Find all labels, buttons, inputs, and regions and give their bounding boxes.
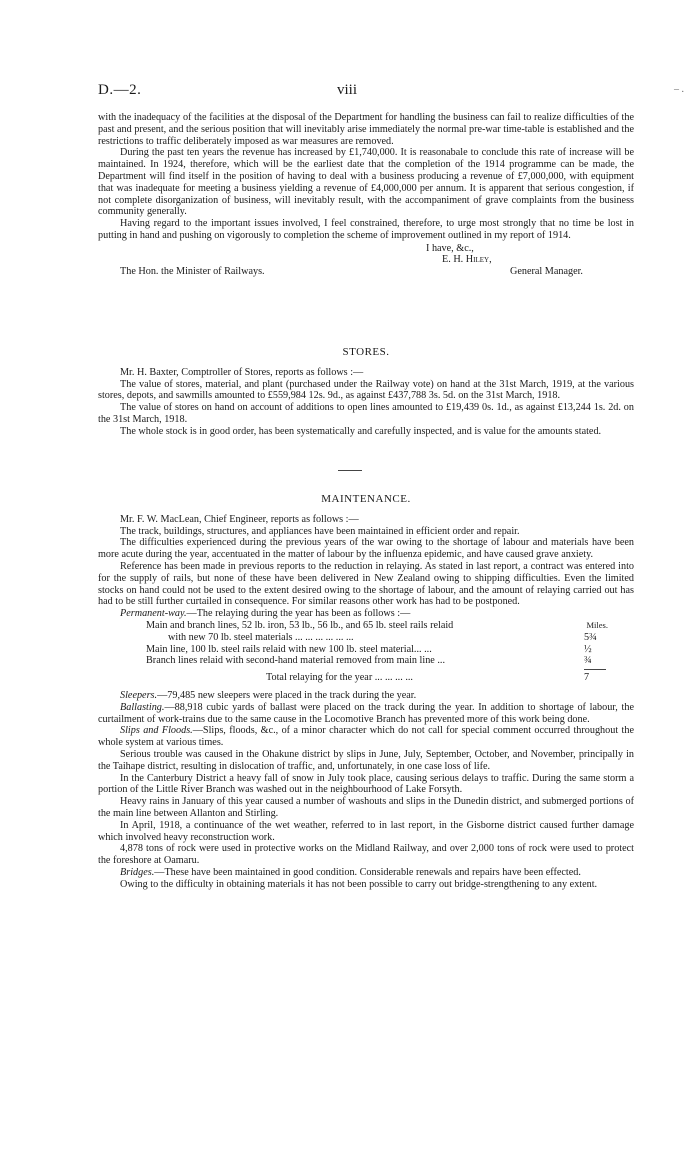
paragraph: In April, 1918, a continuance of the wet weather, referred to in last report, in the Gisborne district caused further damage which involved heavy reconstruction work. — [98, 819, 634, 843]
run-in-label: Ballasting. — [120, 701, 165, 713]
table-row-value: ½ — [584, 643, 592, 655]
table-row-value: ¾ — [584, 655, 592, 667]
table-row-label: Main line, 100 lb. steel rails relaid with new 100 lb. steel material... ... — [146, 643, 432, 655]
table-row — [146, 632, 608, 644]
maintenance-section — [98, 494, 634, 891]
paragraph-text: —Slips, floods, &c., of a minor character which do not call for special comment occurred throughout the whole system at various times. — [98, 725, 634, 749]
paragraph: Mr. H. Baxter, Comptroller of Stores, reports as follows :— — [120, 366, 364, 378]
table-total-value: 7 — [584, 672, 590, 684]
table-row-label: Main and branch lines, 52 lb. iron, 53 lb., 56 lb., and 65 lb. steel rails relaid — [146, 619, 454, 631]
table-total-row — [146, 672, 608, 684]
paragraph-text: —88,918 cubic yards of ballast were placed on the track during the year. In addition to shortage of labour, the curtailment of work-trains due to the same cause in the Locomotive Branch has prevented more of this work being done. — [98, 701, 634, 725]
run-in-label: Sleepers. — [120, 689, 158, 701]
paragraph-text: —The relaying during the year has been as follows :— — [186, 608, 411, 620]
paragraph: Heavy rains in January of this year caused a number of washouts and slips in the Dunedin district, and submerged portions of the main line between Allanton and Stirling. — [98, 796, 634, 819]
run-in-label: Slips and Floods. — [120, 725, 193, 737]
table-row — [146, 620, 608, 632]
section-heading: MAINTENANCE. — [321, 493, 411, 505]
paragraph: The difficulties experienced during the previous years of the war owing to the shortage of labour and materials have been more acute during the year, accentuated in the matter of labour by the influenza epidemic, and have caused grave anxiety. — [98, 537, 634, 561]
divider-rule — [338, 470, 362, 471]
paragraph: Serious trouble was caused in the Ohakune district by slips in June, July, September, October, and November, principally in the Taihape district, resulting in dislocation of traffic, and, unfortunately, in one case loss of life. — [98, 748, 634, 772]
paragraph: Mr. F. W. MacLean, Chief Engineer, reports as follows :— — [120, 513, 359, 525]
table-row-label: with new 70 lb. steel materials ... ... ... ... ... ... — [168, 631, 354, 643]
paragraph: In the Canterbury District a heavy fall of snow in July took place, causing serious delays to traffic. During the same storm a portion of the Little River Branch was washed out in the neighbourhood of Lake Forsyth. — [98, 772, 634, 796]
section-heading: STORES. — [342, 346, 390, 358]
paragraph: with the inadequacy of the facilities at the disposal of the Department for handling the business can fail to realize difficulties of the past and present, and the serious position that will inevitably arise immediately the normal pre-war time-table is established and the restrictions to traffic deliberately imposed as war measures are removed. — [98, 112, 634, 147]
paragraph: The value of stores, material, and plant (purchased under the Railway vote) on hand at the 31st March, 1919, at the various stores, depots, and sawmills amounted to £559,984 12s. 9d., as against £437,788 3s. 5d. on the 31st March, 1918. — [98, 378, 634, 402]
page-number: viii — [337, 82, 358, 98]
paragraph-text: —These have been maintained in good condition. Considerable renewals and repairs have been effected. — [154, 866, 581, 878]
stores-section — [98, 347, 634, 438]
table-total-label: Total relaying for the year ... ... ... ... — [266, 672, 413, 684]
total-rule — [584, 669, 606, 670]
paragraph: Reference has been made in previous reports to the reduction in relaying. As stated in last report, a contract was entered into for the supply of rails, but none of these have been delivered in New Zealand owing to shipping difficulties. Even the limited stocks on hand could not be used to the extent desired owing to the shortage of labour, and the amount of relaying carried out has had to be still further curtailed in consequence. For similar reasons other work has had to be postponed. — [98, 560, 634, 608]
run-in-label: Permanent-way. — [120, 608, 187, 620]
margin-mark: – . — [674, 84, 684, 95]
signature-block — [98, 242, 634, 278]
paragraph: The track, buildings, structures, and appliances have been maintained in efficient order and repair. — [120, 525, 520, 537]
relaying-table — [146, 620, 608, 684]
paragraph — [98, 867, 634, 879]
page-code: D.—2. — [98, 82, 142, 98]
run-in-label: Bridges. — [120, 866, 155, 878]
table-row — [146, 655, 608, 667]
table-row-label: Branch lines relaid with second-hand material removed from main line ... — [146, 655, 446, 667]
table-unit-header: Miles. — [586, 619, 608, 630]
signature-title: General Manager. — [510, 265, 583, 277]
paragraph: The value of stores on hand on account of additions to open lines amounted to £19,439 0s. 1d., as against £13,244 1s. 2d. on the 31st March, 1918. — [98, 402, 634, 425]
addressee: The Hon. the Minister of Railways. — [120, 265, 265, 277]
paragraph — [98, 690, 634, 702]
paragraph — [98, 725, 634, 749]
table-row — [146, 644, 608, 656]
paragraph: Having regard to the important issues involved, I feel constrained, therefore, to urge most strongly that no time be lost in putting in hand and pushing on vigorously to completion the scheme of improvement outlined in my report of 1914. — [98, 218, 634, 241]
paragraph: During the past ten years the revenue has increased by £1,740,000. It is reasonabale to conclude this rate of increase will be maintained. In 1924, therefore, which will be the earliest date that the completion of the 1914 programme can be made, the Department will find itself in the position of having to deal with a business producing a revenue of £7,000,000, with equipment that was inadequate for meeting a business yielding a revenue of £4,000,000 per annum. It is apparent that serious congestion, if not complete disorganization of business, will inevitably result, with the accompaniment of grave complaints from the business community generally. — [98, 147, 634, 218]
paragraph: 4,878 tons of rock were used in protective works on the Midland Railway, and over 2,000 tons of rock were used to protect the foreshore at Oamaru. — [98, 843, 634, 867]
paragraph: Owing to the difficulty in obtaining materials it has not been possible to carry out bridge-strengthening to any extent. — [120, 878, 598, 890]
letter-conclusion — [98, 112, 634, 278]
signature-close: I have, &c., — [426, 242, 474, 254]
signature-name: E. H. Hiley, — [442, 253, 492, 265]
paragraph — [98, 702, 634, 726]
paragraph — [98, 608, 634, 620]
paragraph: The whole stock is in good order, has been systematically and carefully inspected, and is value for the amounts stated. — [120, 425, 602, 437]
table-row-value: 5¾ — [584, 631, 597, 643]
paragraph-text: —79,485 new sleepers were placed in the track during the year. — [157, 689, 417, 701]
